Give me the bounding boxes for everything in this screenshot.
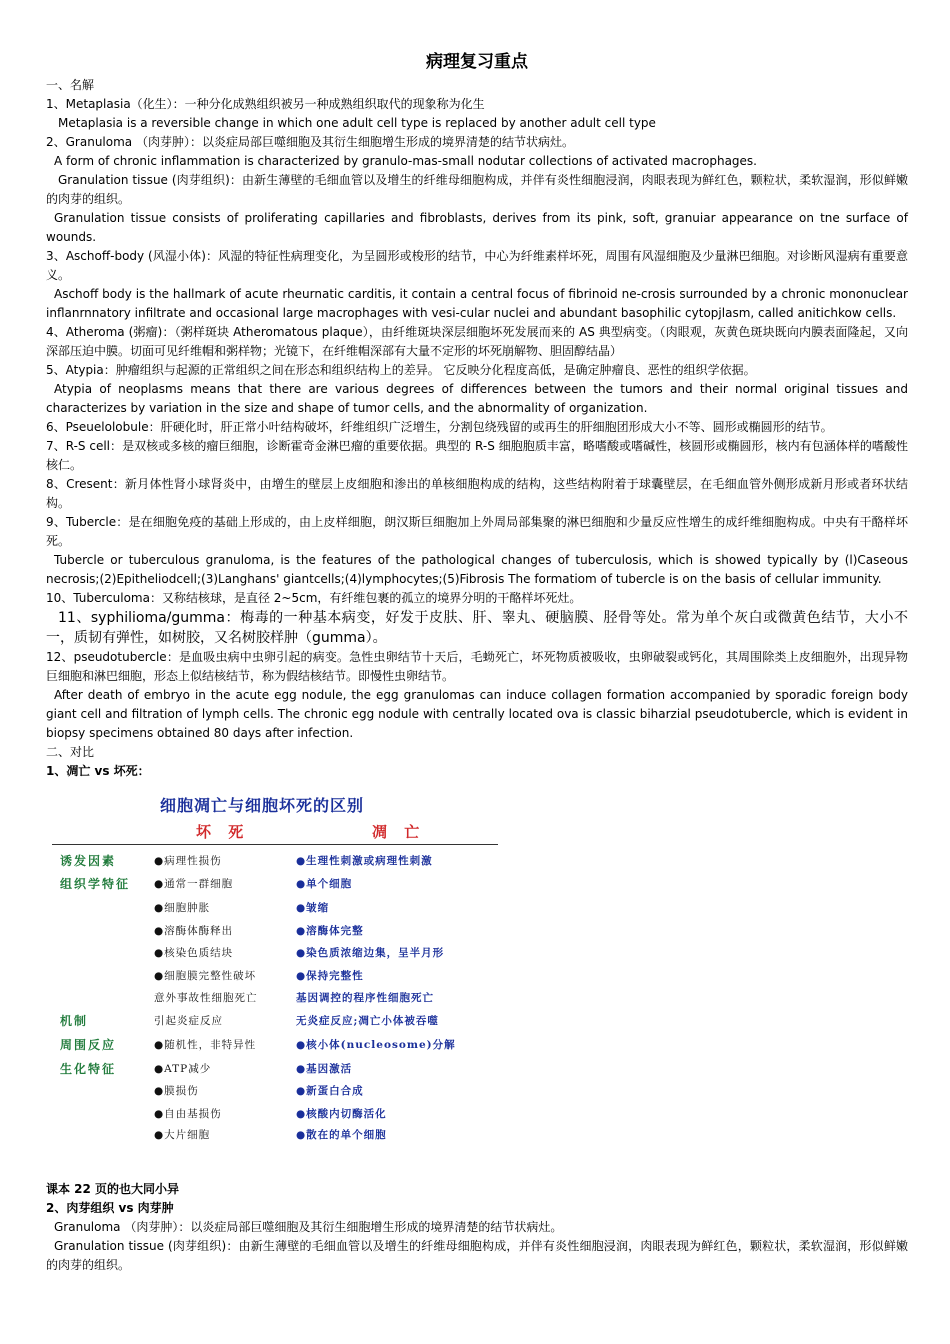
figure-apoptosis-item: ●核小体(nucleosome)分解 [296,1039,456,1051]
paragraph: 11、syphilioma/gumma：梅毒的一种基本病变，好发于皮肤、肝、睾丸、硬脑膜、胫骨等处。常为单个灰白或微黄色结节，大小不一，质韧有弹性，如树胶，又名树胶样肿（gumma）。 [46,610,908,646]
figure-necrosis-item: ●细胞膜完整性破坏 [154,970,257,982]
figure-divider [52,844,498,845]
figure-necrosis-item: ●细胞肿胀 [154,902,211,914]
paragraph: 4、Atheroma (粥瘤)：（粥样斑块 Atheromatous plaque），由纤维斑块深层细胞坏死发展而来的 AS 典型病变。（肉眼观，灰黄色斑块既向内膜表面隆起，又向深部压迫中膜。切面可见纤维帽和粥样物；光镜下，在纤维帽深部有大量不定形的坏死崩解物、胆固醇结晶） [46,325,908,358]
section-heading: 一、名解 [46,78,95,92]
paragraph: 1、凋亡 vs 坏死： [46,764,150,778]
paragraph: Atypia of neoplasms means that there are various degrees of differences between the tumors and their normal original tissues and characterizes by variation in the size and shape of tumor cells, and the abnormality of organization. [46,382,908,415]
paragraph: 7、R-S cell：是双核或多核的瘤巨细胞，诊断霍奇金淋巴瘤的重要依据。典型的 R-S 细胞胞质丰富，略嗜酸或嗜碱性，核圆形或椭圆形，核内有包涵体样的嗜酸性核仁。 [46,439,908,472]
figure-necrosis-item: ●核染色质结块 [154,947,234,959]
figure-necrosis-item: 意外事故性细胞死亡 [154,992,258,1004]
figure-apoptosis-item: ●生理性刺激或病理性刺激 [296,855,433,867]
paragraph: Granulation tissue consists of proliferating capillaries and fibroblasts, derives from its pink, soft, granuiar appearance on tne surface of wounds. [46,211,908,244]
paragraph: Granuloma （肉芽肿）：以炎症局部巨噬细胞及其衍生细胞增生形成的境界清楚的结节状病灶。 [54,1220,563,1234]
figure-apoptosis-item: ●皱缩 [296,902,330,914]
paragraph: 2、肉芽组织 vs 肉芽肿 [46,1201,174,1215]
figure-necrosis-item: ●溶酶体酶释出 [154,925,234,937]
figure-apoptosis-item: ●单个细胞 [296,878,353,890]
paragraph: Aschoff body is the hallmark of acute rheurnatic carditis, it contain a central focus of fibrinoid ne-crosis surrounded by a chronic mononuclear inflanrnnatory infiltrate and occasional large macrophages with vesi-cular nuclei and abundant basophilic cytopjlasm, called anitichkow cells. [46,287,908,320]
document-page [46,50,908,1275]
figure-necrosis-item: ●ATP减少 [154,1063,212,1075]
document-title: 病理复习重点 [426,52,528,72]
paragraph: 12、pseudotubercle：是血吸虫病中虫卵引起的病变。急性虫卵结节十天后，毛蚴死亡，坏死物质被吸收，虫卵破裂或钙化，其周围除类上皮细胞外，出现异物巨细胞和淋巴细胞，形态上似结核结节，称为假结核结节。即慢性虫卵结节。 [46,650,908,683]
figure-apoptosis-item: ●新蛋白合成 [296,1085,364,1097]
paragraph: 二、对比 [46,745,95,759]
paragraph: A form of chronic inflammation is characterized by granulo-mas-small nodutar collections of activated macrophages. [54,154,757,168]
paragraph: 3、Aschoff-body (风湿小体)：风湿的特征性病理变化，为呈圆形或梭形的结节，中心为纤维素样坏死，周围有风湿细胞及少量淋巴细胞。对诊断风湿病有重要意义。 [46,249,908,282]
figure-necrosis-item: ●自由基损伤 [154,1108,222,1120]
paragraph: After death of embryo in the acute egg nodule, the egg granulomas can induce collagen formation accompanied by sporadic foreign body giant cell and filtration of lymph cells. The chronic egg nodule with centrally located ova is classic biharzial pseudotubercle, which is evident in biopsy specimens obtained 80 days after infection. [46,688,908,740]
paragraph: Granulation tissue (肉芽组织)：由新生薄壁的毛细血管以及增生的纤维母细胞构成，并伴有炎性细胞浸润，肉眼表现为鲜红色，颗粒状，柔软湿润，形似鲜嫩的肉芽的组织。 [46,173,908,206]
figure-necrosis-item: ●通常一群细胞 [154,878,234,890]
paragraph: Tubercle or tuberculous granuloma, is the features of the pathological changes of tuberculosis, which is showed typically by (l)Caseous necrosis;(2)Epitheliodcell;(3)Langhans' giantcells;(4)lymphocytes;(5)Fibrosis The formatiom of tubercle is on the basis of cellular immunity. [46,553,908,586]
figure-category-label: 机制 [60,1014,89,1028]
figure-apoptosis-item: ●散在的单个细胞 [296,1129,387,1141]
comparison-section [46,1180,908,1275]
paragraph: 2、Granuloma （肉芽肿）：以炎症局部巨噬细胞及其衍生细胞增生形成的境界清楚的结节状病灶。 [46,135,574,149]
paragraph: 6、Pseuelolobule：肝硬化时，肝正常小叶结构破坏，纤维组织广泛增生，分割包绕残留的或再生的肝细胞团形成大小不等、圆形或椭圆形的结节。 [46,420,833,434]
definitions-section [46,95,908,781]
figure-necrosis-item: ●膜损伤 [154,1085,199,1097]
figure-header-apoptosis: 凋 亡 [372,823,426,841]
figure-apoptosis-item: ●溶酶体完整 [296,925,364,937]
figure-apoptosis-item: 基因调控的程序性细胞死亡 [296,992,434,1004]
figure-necrosis-item: ●随机性，非特异性 [154,1039,257,1051]
figure-category-label: 组织学特征 [60,877,131,891]
figure-title: 细胞凋亡与细胞坏死的区别 [160,796,365,815]
figure-apoptosis-item: ●保持完整性 [296,970,364,982]
figure-apoptosis-item: 无炎症反应;凋亡小体被吞噬 [296,1015,439,1027]
paragraph: Granulation tissue (肉芽组织)：由新生薄壁的毛细血管以及增生的纤维母细胞构成，并伴有炎性细胞浸润，肉眼表现为鲜红色，颗粒状，柔软湿润，形似鲜嫩的肉芽的组织。 [46,1239,908,1272]
paragraph: 课本 22 页的也大同小异 [46,1182,180,1196]
figure-apoptosis-item: ●基因激活 [296,1063,353,1075]
paragraph: Metaplasia is a reversible change in which one adult cell type is replaced by another adult cell type [58,116,656,130]
figure-apoptosis-item: ●染色质浓缩边集，呈半月形 [296,947,445,959]
figure-apoptosis-item: ●核酸内切酶活化 [296,1108,387,1120]
paragraph: 10、Tuberculoma：又称结核球，是直径 2~5cm，有纤维包裹的孤立的境界分明的干酪样坏死灶。 [46,591,582,605]
paragraph: 5、Atypia：肿瘤组织与起源的正常组织之间在形态和组织结构上的差异。 它反映分化程度高低，是确定肿瘤良、恶性的组织学依据。 [46,363,756,377]
paragraph: 8、Cresent：新月体性肾小球肾炎中，由增生的壁层上皮细胞和渗出的单核细胞构成的结构，这些结构附着于球囊壁层，在毛细血管外侧形成新月形或者环状结构。 [46,477,908,510]
figure-necrosis-item: 引起炎症反应 [154,1015,223,1027]
figure-necrosis-item: ●大片细胞 [154,1129,211,1141]
figure-category-label: 生化特征 [60,1062,117,1076]
figure-header-necrosis: 坏 死 [196,823,250,841]
figure-category-label: 诱发因素 [60,854,117,868]
paragraph: 1、Metaplasia（化生）：一种分化成熟组织被另一种成熟组织取代的现象称为化生 [46,97,485,111]
figure-category-label: 周围反应 [60,1038,117,1052]
figure-necrosis-item: ●病理性损伤 [154,855,222,867]
comparison-figure [50,787,500,1162]
paragraph: 9、Tubercle：是在细胞免疫的基础上形成的，由上皮样细胞，朗汉斯巨细胞加上外周局部集聚的淋巴细胞和少量反应性增生的成纤维细胞构成。中央有干酪样坏死。 [46,515,908,548]
